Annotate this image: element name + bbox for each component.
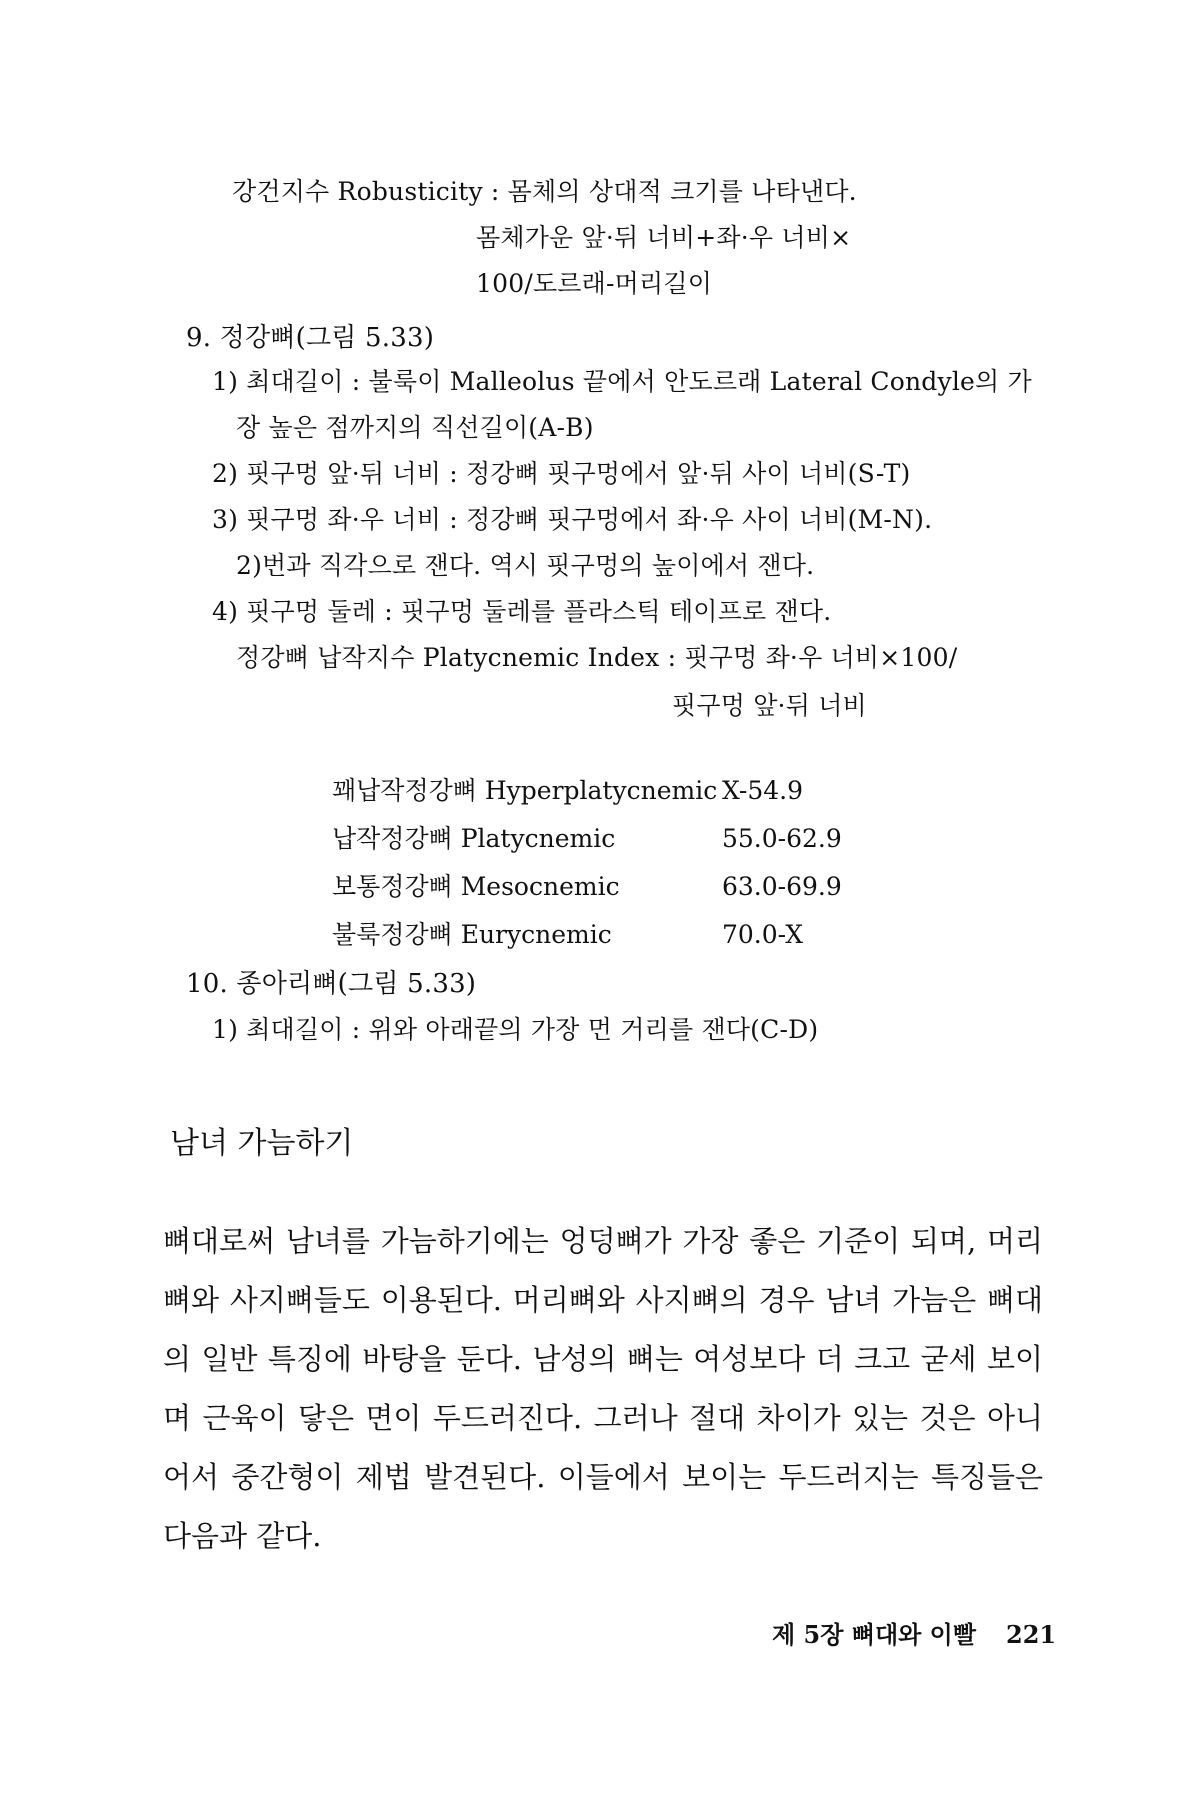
table-row [332, 823, 892, 871]
index-class-range: X-54.9 [722, 776, 804, 805]
section-heading: 남녀 가늠하기 [170, 1126, 354, 1161]
platycnemic-index-denominator: 핏구멍 앞·뒤 너비 [672, 691, 867, 720]
index-class-range: 70.0-X [722, 920, 804, 949]
item-circumference: 4) 핏구멍 둘레 : 핏구멍 둘레를 플라스틱 테이프로 잰다. [212, 597, 832, 626]
running-footer-chapter: 제 5장 뼈대와 이빨 [772, 1620, 977, 1649]
section-9-title: 9. 정강뼈(그림 5.33) [186, 323, 435, 353]
body-paragraph: 뼈대로써 남녀를 가늠하기에는 엉덩뼈가 가장 좋은 기준이 되며, 머리뼈와 사지뼈들도 이용된다. 머리뼈와 사지뼈의 경우 남녀 가늠은 뼈대의 일반 특징에 바탕을 둔다. 남성의 뼈는 여성보다 더 크고 굳세 보이며 근육이 닿은 면이 두드러진다. 그러나 절대 차이가 있는 것은 아니어서 중간형이 제법 발견된다. 이들에서 보이는 두드러지는 특징들은 다음과 같다. [163, 1224, 1043, 1553]
item-max-length: 1) 최대길이 : 불룩이 Malleolus 끝에서 안도르래 Lateral Condyle의 가 [212, 367, 1032, 396]
section-10-title: 10. 종아리뼈(그림 5.33) [186, 969, 477, 999]
robusticity-formula-denominator: 100/도르래-머리길이 [476, 269, 713, 298]
platycnemic-index-formula: 정강뼈 납작지수 Platycnemic Index : 핏구멍 좌·우 너비×100/ [236, 643, 958, 672]
table-row [332, 919, 892, 967]
item-max-length-cont: 장 높은 점까지의 직선길이(A-B) [236, 413, 594, 442]
robusticity-definition: 강건지수 Robusticity : 몸체의 상대적 크기를 나타낸다. [232, 177, 857, 206]
page-number: 221 [1006, 1620, 1057, 1649]
index-class-name: 불룩정강뼈 Eurycnemic [332, 920, 612, 949]
index-class-name: 납작정강뼈 Platycnemic [332, 824, 616, 853]
table-row [332, 871, 892, 919]
index-class-range: 55.0-62.9 [722, 824, 842, 853]
index-class-name: 보통정강뼈 Mesocnemic [332, 872, 620, 901]
robusticity-formula-numerator: 몸체가운 앞·뒤 너비+좌·우 너비× [476, 223, 852, 252]
item-ap-width: 2) 핏구멍 앞·뒤 너비 : 정강뼈 핏구멍에서 앞·뒤 사이 너비(S-T) [212, 459, 911, 488]
platycnemic-index-table [332, 775, 892, 967]
table-row [332, 775, 892, 823]
item-ml-width: 3) 핏구멍 좌·우 너비 : 정강뼈 핏구멍에서 좌·우 사이 너비(M-N). [212, 505, 933, 534]
item-ml-width-cont: 2)번과 직각으로 잰다. 역시 핏구멍의 높이에서 잰다. [236, 551, 815, 580]
index-class-name: 꽤납작정강뼈 Hyperplatycnemic [332, 776, 718, 805]
fibula-max-length: 1) 최대길이 : 위와 아래끝의 가장 먼 거리를 잰다(C-D) [212, 1015, 819, 1044]
index-class-range: 63.0-69.9 [722, 872, 842, 901]
